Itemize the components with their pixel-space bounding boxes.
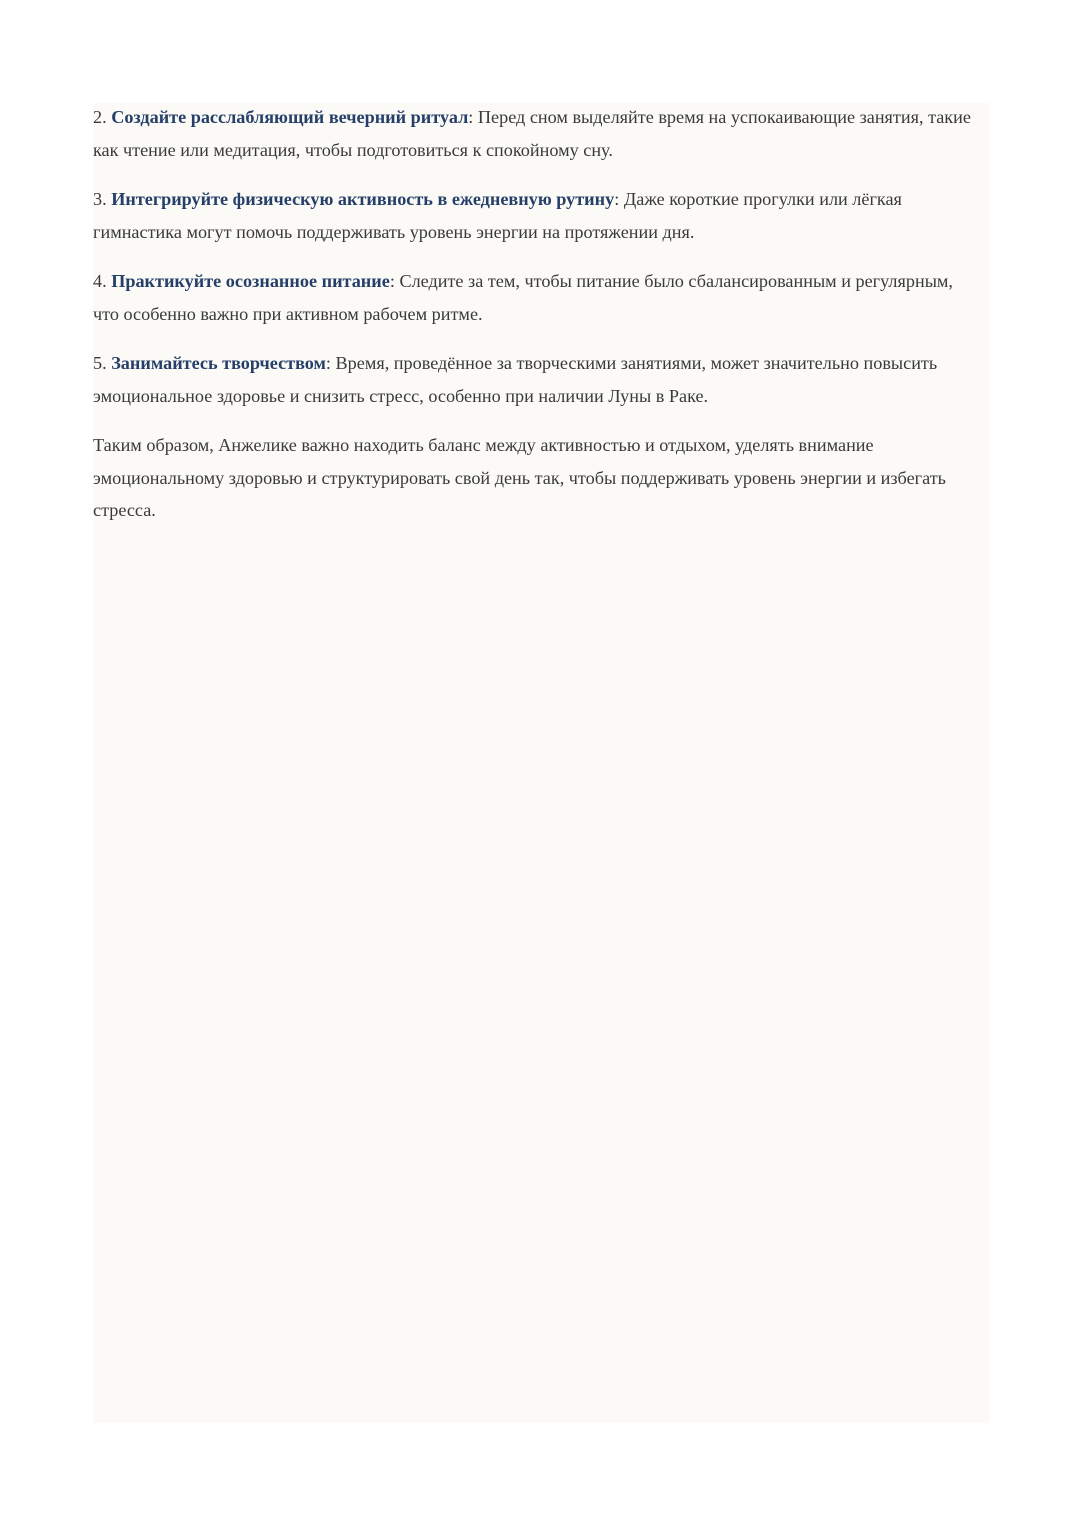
conclusion-paragraph: Таким образом, Анжелике важно находить баланс между активностью и отдыхом, уделять внимание эмоциональному здоровью и структурировать свой день так, чтобы поддерживать уровень энергии и избегать стресса. — [93, 435, 946, 520]
tip-text: : Перед сном выделяйте время на успокаивающие занятия, такие как чтение или медитация, чтобы подготовиться к спокойному сну. — [93, 107, 971, 160]
tip-title: Практикуйте осознанное питание — [111, 271, 390, 291]
tip-number: 3. — [93, 189, 107, 209]
tip-paragraph-2 — [93, 101, 983, 166]
tip-paragraph-3 — [93, 183, 983, 248]
tip-title: Создайте расслабляющий вечерний ритуал — [111, 107, 469, 127]
document-body — [93, 101, 983, 544]
tip-title: Интегрируйте физическую активность в ежедневную рутину — [111, 189, 615, 209]
tip-number: 5. — [93, 353, 107, 373]
tip-text: : Даже короткие прогулки или лёгкая гимнастика могут помочь поддерживать уровень энергии на протяжении дня. — [93, 189, 902, 242]
tip-title: Занимайтесь творчеством — [111, 353, 326, 373]
tip-paragraph-4 — [93, 265, 983, 330]
tip-number: 4. — [93, 271, 107, 291]
tip-text: : Следите за тем, чтобы питание было сбалансированным и регулярным, что особенно важно при активном рабочем ритме. — [93, 271, 953, 324]
tip-text: : Время, проведённое за творческими занятиями, может значительно повысить эмоциональное здоровье и снизить стресс, особенно при наличии Луны в Раке. — [93, 353, 938, 406]
tip-paragraph-5 — [93, 347, 983, 412]
tip-number: 2. — [93, 107, 107, 127]
